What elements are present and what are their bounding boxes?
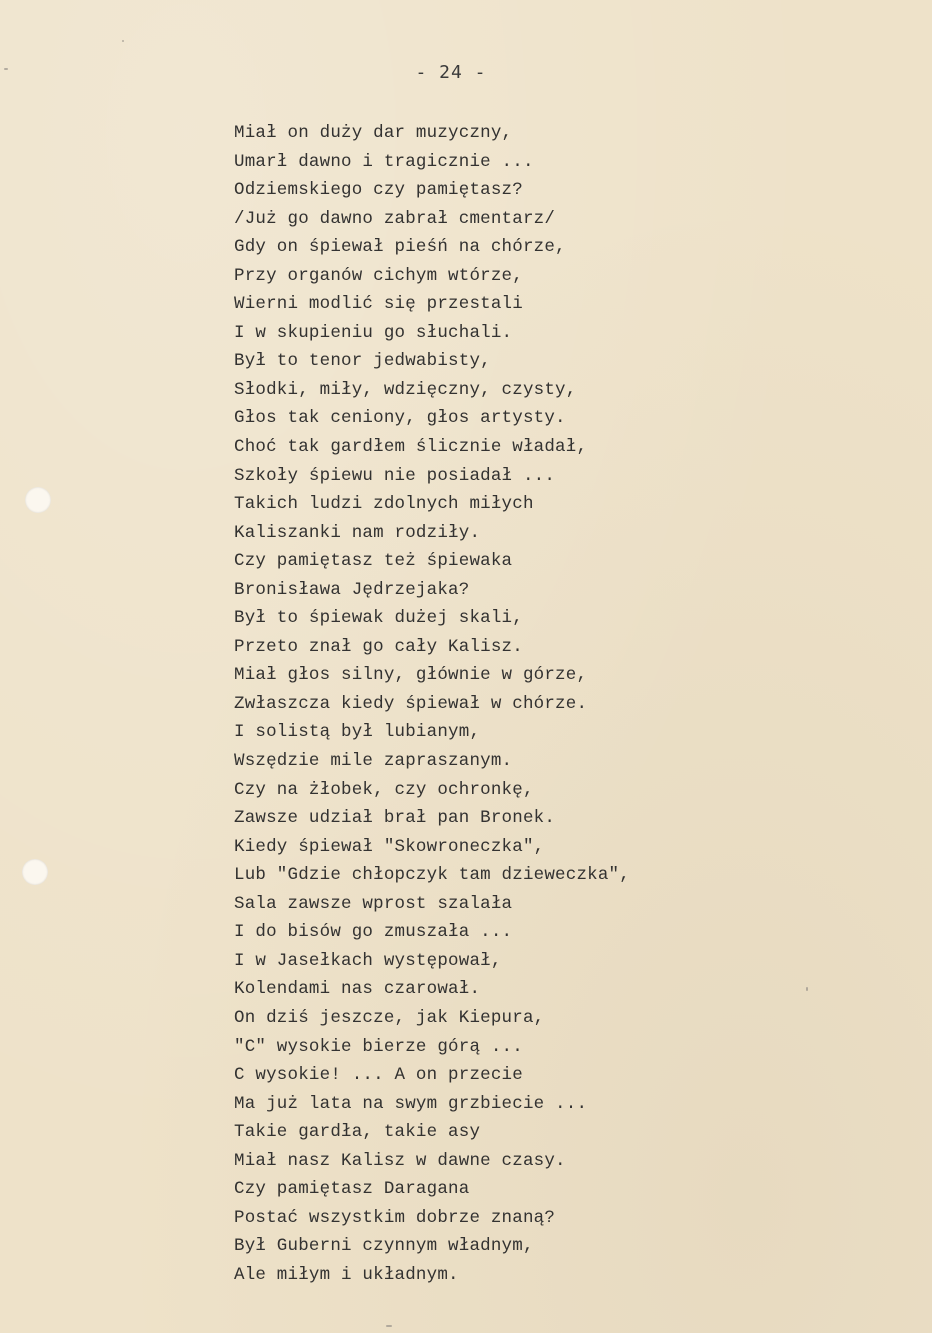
poem-line: Był to tenor jedwabisty,: [234, 351, 491, 372]
poem-line: Przeto znał go cały Kalisz.: [234, 636, 523, 657]
poem-line: Lub "Gdzie chłopczyk tam dzieweczka",: [234, 865, 630, 886]
poem-line: Czy pamiętasz też śpiewaka: [234, 551, 513, 572]
poem-line: Zwłaszcza kiedy śpiewał w chórze.: [234, 693, 588, 714]
poem-line: Kaliszanki nam rodziły.: [234, 522, 481, 543]
paper-speck: [122, 40, 124, 42]
poem-line: I w Jasełkach występował,: [234, 950, 502, 971]
poem-line: Ma już lata na swym grzbiecie ...: [234, 1093, 588, 1114]
poem-line: Takie gardła, takie asy: [234, 1122, 481, 1143]
poem-line: Wszędzie mile zapraszanym.: [234, 751, 513, 772]
poem-line: Był Guberni czynnym władnym,: [234, 1236, 534, 1257]
poem-line: Miał on duży dar muzyczny,: [234, 123, 513, 143]
punch-hole-bottom: [22, 859, 48, 885]
poem-line: Choć tak gardłem ślicznie władał,: [234, 437, 588, 458]
poem-line: I solistą był lubianym,: [234, 722, 481, 743]
poem-line: Czy pamiętasz Daragana: [234, 1179, 470, 1200]
poem-line: C wysokie! ... A on przecie: [234, 1065, 523, 1086]
page-number-text: - 24 -: [415, 62, 487, 83]
poem-line: Szkoły śpiewu nie posiadał ...: [234, 465, 556, 486]
poem-line: Przy organów cichym wtórze,: [234, 265, 523, 286]
poem-line: On dziś jeszcze, jak Kiepura,: [234, 1007, 545, 1028]
poem-line: Umarł dawno i tragicznie ...: [234, 151, 534, 172]
poem-line: Takich ludzi zdolnych miłych: [234, 494, 534, 515]
paper-speck: [386, 1325, 392, 1327]
page-number: [0, 62, 932, 83]
poem-line: Miał głos silny, głównie w górze,: [234, 665, 588, 686]
poem-line: I w skupieniu go słuchali.: [234, 322, 513, 343]
poem-line: Bronisława Jędrzejaka?: [234, 579, 470, 600]
poem-line: Zawsze udział brał pan Bronek.: [234, 808, 556, 829]
poem-line: Kiedy śpiewał "Skowroneczka",: [234, 836, 545, 857]
poem-line: Odziemskiego czy pamiętasz?: [234, 180, 523, 201]
poem-line: Wierni modlić się przestali: [234, 294, 523, 315]
poem-line: /Już go dawno zabrał cmentarz/: [234, 208, 556, 229]
poem-line: Był to śpiewak dużej skali,: [234, 608, 523, 629]
punch-hole-top: [25, 487, 51, 513]
poem-line: Głos tak ceniony, głos artysty.: [234, 408, 566, 429]
poem-line: Kolendami nas czarował.: [234, 979, 481, 1000]
poem-line: Miał nasz Kalisz w dawne czasy.: [234, 1150, 566, 1171]
poem-line: Sala zawsze wprost szalała: [234, 893, 513, 914]
paper-speck: [806, 987, 808, 991]
poem-text: [234, 119, 630, 1289]
poem-line: Słodki, miły, wdzięczny, czysty,: [234, 379, 577, 400]
poem-line: I do bisów go zmuszała ...: [234, 922, 513, 943]
poem-line: Gdy on śpiewał pieśń na chórze,: [234, 237, 566, 258]
poem-line: Ale miłym i układnym.: [234, 1264, 459, 1285]
poem-line: "C" wysokie bierze górą ...: [234, 1036, 523, 1057]
poem-line: Czy na żłobek, czy ochronkę,: [234, 779, 534, 800]
poem-line: Postać wszystkim dobrze znaną?: [234, 1207, 556, 1228]
